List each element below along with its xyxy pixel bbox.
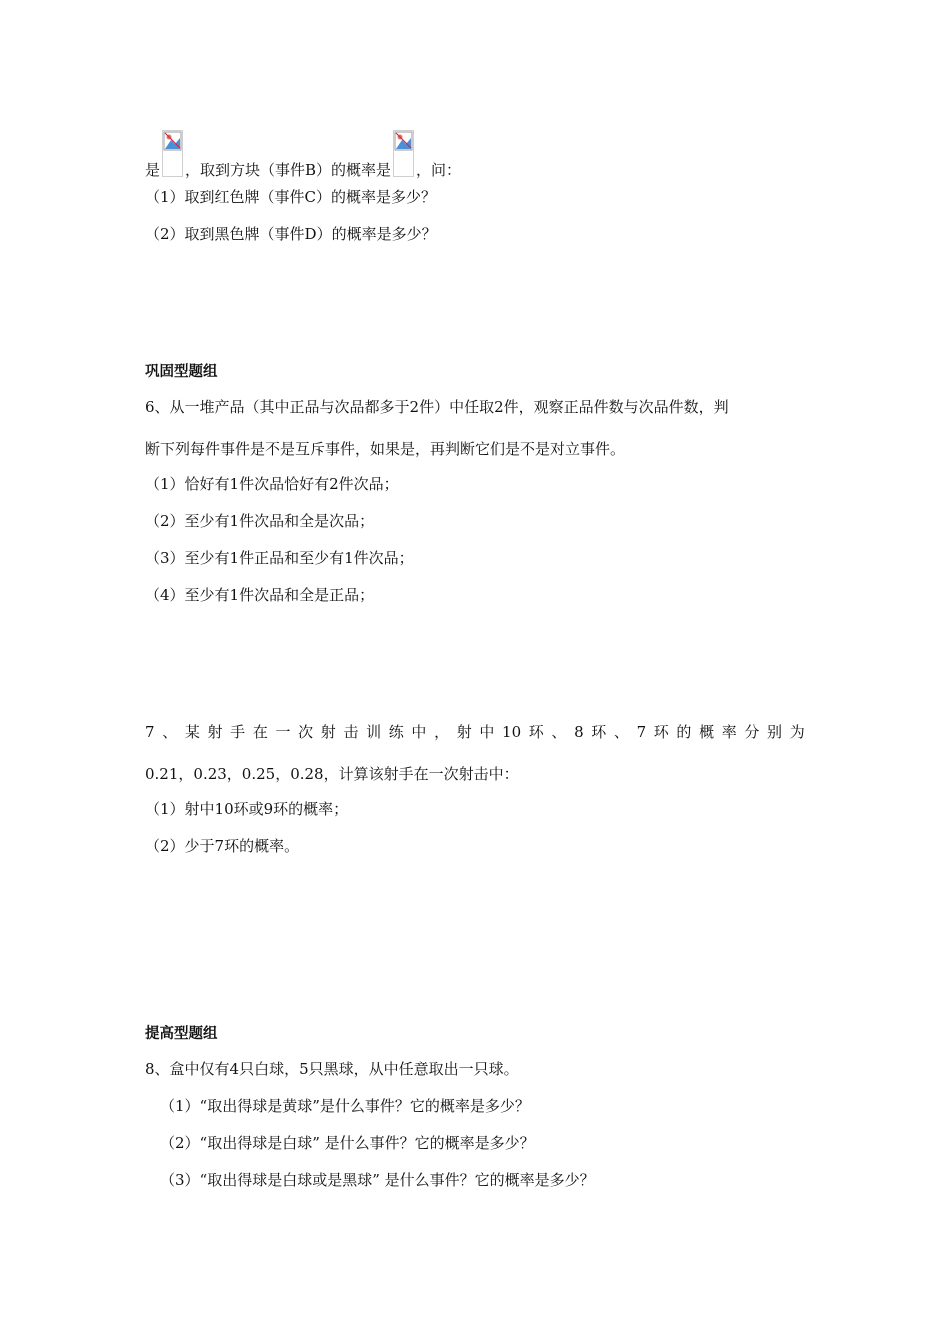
q7-line1-token: 为 <box>789 723 805 741</box>
q7-line1-token: 分 <box>744 723 760 741</box>
q7-line1-token: 率 <box>721 723 737 741</box>
q7-line1-token: 某 <box>184 723 200 741</box>
q8-sub1: （1）“取出得球是黄球”是什么事件？它的概率是多少？ <box>160 1097 530 1115</box>
q6-sub4: （4）至少有1件次品和全是正品； <box>145 586 375 604</box>
q7-line1-token: 训 <box>366 723 382 741</box>
q7-line1-token: 练 <box>388 723 404 741</box>
q7-line1-token: 中 <box>479 723 495 741</box>
q7-line1-token: 射 <box>207 723 223 741</box>
q8-line1: 8、盒中仅有4只白球，5只黑球，从中任意取出一只球。 <box>145 1060 519 1078</box>
q5-tail-part2: ，取到方块（事件B）的概率是 <box>185 161 392 179</box>
section-heading-consolidate: 巩固型题组 <box>145 364 218 380</box>
q7-line1-token: ， <box>434 723 450 741</box>
q7-line1-token: 次 <box>298 723 314 741</box>
q7-line1-token: 中 <box>411 723 427 741</box>
q5-sub2: （2）取到黑色牌（事件D）的概率是多少？ <box>145 225 437 243</box>
q8-sub2: （2）“取出得球是白球” 是什么事件？它的概率是多少？ <box>160 1134 535 1152</box>
q7-line1-token: 7 <box>145 723 155 741</box>
q7-line1-token: 8 <box>574 723 584 741</box>
q6-line1: 6、从一堆产品（其中正品与次品都多于2件）中任取2件，观察正品件数与次品件数，判 <box>145 398 729 416</box>
q7-sub2: （2）少于7环的概率。 <box>145 837 300 855</box>
section-heading-advanced: 提高型题组 <box>145 1026 218 1042</box>
q7-line1-token: 环 <box>653 723 669 741</box>
q7-sub1: （1）射中10环或9环的概率； <box>145 800 349 818</box>
broken-image-icon <box>393 130 414 177</box>
q7-line1-token: 手 <box>230 723 246 741</box>
q7-line1-token: 射 <box>456 723 472 741</box>
broken-image-icon <box>162 130 183 177</box>
q7-line1-justified <box>145 722 805 742</box>
q7-line1-token: 、 <box>551 723 567 741</box>
q7-line1-token: 击 <box>343 723 359 741</box>
q7-line1-token: 、 <box>162 723 178 741</box>
q7-line1-token: 别 <box>767 723 783 741</box>
q6-sub2: （2）至少有1件次品和全是次品； <box>145 512 375 530</box>
q7-line1 <box>145 722 805 742</box>
q7-line1-token: 环 <box>591 723 607 741</box>
q7-line1-token: 概 <box>699 723 715 741</box>
q7-line1-token: 射 <box>320 723 336 741</box>
q5-tail-part3: ，问： <box>416 161 462 179</box>
q6-sub3: （3）至少有1件正品和至少有1件次品； <box>145 549 414 567</box>
q7-line1-token: 环 <box>528 723 544 741</box>
q7-line1-token: 一 <box>275 723 291 741</box>
q7-line2: 0.21，0.23，0.25，0.28，计算该射手在一次射击中： <box>145 765 519 783</box>
q7-line1-token: 在 <box>252 723 268 741</box>
q5-tail-part1: 是 <box>145 161 161 179</box>
q7-line1-token: 、 <box>613 723 629 741</box>
q7-line1-token: 7 <box>636 723 647 741</box>
q5-sub1: （1）取到红色牌（事件C）的概率是多少？ <box>145 188 437 206</box>
q8-sub3: （3）“取出得球是白球或是黑球” 是什么事件？它的概率是多少？ <box>160 1171 595 1189</box>
q5-tail-line <box>145 140 461 187</box>
q6-sub1: （1）恰好有1件次品恰好有2件次品； <box>145 475 399 493</box>
q7-line1-token: 10 <box>502 723 522 741</box>
q6-line2: 断下列每件事件是不是互斥事件，如果是，再判断它们是不是对立事件。 <box>145 440 626 458</box>
q7-line1-token: 的 <box>676 723 692 741</box>
